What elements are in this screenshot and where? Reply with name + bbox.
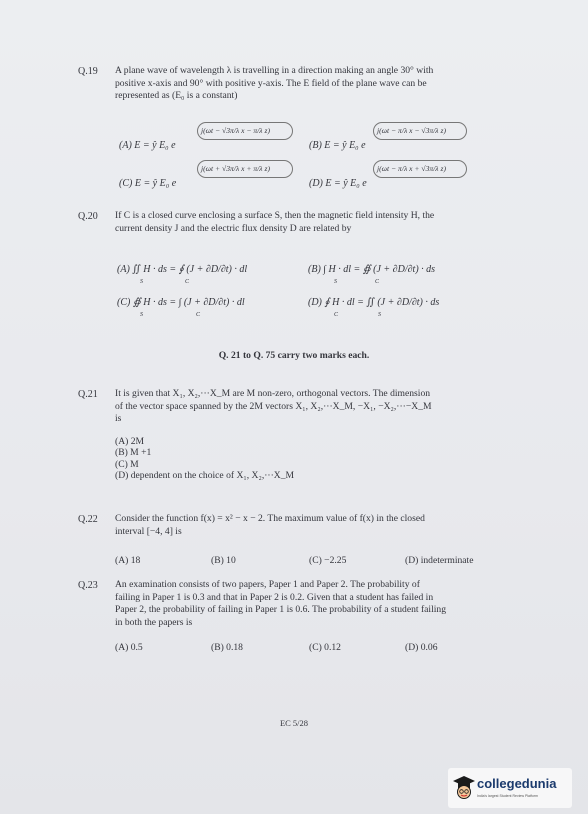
question-text xyxy=(115,210,525,235)
text-line: in both the papers is xyxy=(115,616,193,628)
exponent: j(ωt − √3π/λ x − π/λ z) xyxy=(201,126,270,135)
option-a: (A) ∬ H · ds = ∮ (J + ∂D/∂t) · dl xyxy=(117,264,248,275)
text-line: is xyxy=(115,413,122,425)
option-b: (B) M +1 xyxy=(115,447,152,459)
logo-wordmark: collegedunia xyxy=(477,776,557,791)
integral-subscript: S xyxy=(140,279,143,285)
integral-subscript: S xyxy=(378,312,381,318)
integral-subscript: C xyxy=(185,279,190,285)
option-c: (C) ∯ H · ds = ∫ (J + ∂D/∂t) · dl xyxy=(117,297,245,308)
option-d: (D) E = ŷ E₀ e xyxy=(309,178,367,189)
option-c: (C) E = ŷ E₀ e xyxy=(119,178,177,189)
option-b: (B) ∫ H · dl = ∯ (J + ∂D/∂t) · ds xyxy=(308,264,436,275)
question-text xyxy=(115,513,535,538)
text-line: failing in Paper 1 is 0.3 and that in Paper 2 is 0.2. Given that a student has failed in xyxy=(115,591,434,603)
option-d: (D) 0.06 xyxy=(405,642,438,653)
question-number: Q.19 xyxy=(78,66,98,77)
text-line: If C is a closed curve enclosing a surface S, then the magnetic field intensity H, the xyxy=(115,210,435,221)
option-a: (A) 2M xyxy=(115,436,145,447)
option-b: (B) E = ŷ E₀ e xyxy=(309,140,366,151)
integral-subscript: C xyxy=(334,312,339,318)
exponent: j(ωt − π/λ x − √3π/λ z) xyxy=(377,126,446,135)
integral-subscript: C xyxy=(375,279,380,285)
integral-subscript: S xyxy=(140,312,143,318)
exponent: j(ωt − π/λ x + √3π/λ z) xyxy=(377,164,446,173)
question-number: Q.20 xyxy=(78,211,98,222)
text-line: of the vector space spanned by the 2M vectors X₁, X₂,···X_M, −X₁, −X₂,···−X_M xyxy=(115,400,432,412)
section-heading: Q. 21 to Q. 75 carry two marks each. xyxy=(218,350,370,361)
exponent: j(ωt + √3π/λ x + π/λ z) xyxy=(201,164,270,173)
question-number: Q.22 xyxy=(78,514,98,525)
option-a: (A) 0.5 xyxy=(115,642,143,653)
integral-subscript: S xyxy=(334,279,337,285)
option-a: (A) E = ŷ E₀ e xyxy=(119,140,176,151)
text-line: A plane wave of wavelength λ is travelling in a direction making an angle 30° with xyxy=(115,65,434,76)
page-footer: EC 5/28 xyxy=(279,718,309,728)
option-c: (C) −2.25 xyxy=(309,555,347,566)
text-line: Consider the function f(x) = x² − x − 2. The maximum value of f(x) in the closed xyxy=(115,513,425,524)
text-line: represented as (E₀ is a constant) xyxy=(115,90,238,102)
question-number: Q.23 xyxy=(78,580,98,591)
option-d: (D) ∮ H · dl = ∬ (J + ∂D/∂t) · ds xyxy=(308,297,440,308)
option-b: (B) 10 xyxy=(211,555,236,566)
options-list xyxy=(115,436,294,481)
question-text xyxy=(115,388,535,426)
question-number: Q.21 xyxy=(78,389,98,400)
integral-subscript: C xyxy=(196,312,201,318)
option-b: (B) 0.18 xyxy=(211,642,243,653)
option-c: (C) M xyxy=(115,458,139,470)
question-text xyxy=(115,65,525,103)
text-line: current density J and the electric flux density D are related by xyxy=(115,222,352,234)
option-d: (D) indeterminate xyxy=(405,555,474,566)
text-line: An examination consists of two papers, Paper 1 and Paper 2. The probability of xyxy=(115,579,420,590)
text-line: Paper 2, the probability of failing in Paper 1 is 0.6. The probability of a student failing xyxy=(115,604,447,616)
text-line: It is given that X₁, X₂,···X_M are M non-zero, orthogonal vectors. The dimension xyxy=(115,388,431,399)
logo-tagline: India's largest Student Review Platform xyxy=(477,794,538,798)
collegedunia-logo xyxy=(448,768,572,808)
text-line: interval [−4, 4] is xyxy=(115,525,182,537)
graduate-cap-icon xyxy=(452,774,476,800)
option-a: (A) 18 xyxy=(115,555,141,566)
text-line: positive x-axis and 90° with positive y-axis. The E field of the plane wave can be xyxy=(115,77,427,89)
option-c: (C) 0.12 xyxy=(309,642,341,653)
option-d: (D) dependent on the choice of X₁, X₂,···X_M xyxy=(115,469,295,481)
question-text xyxy=(115,579,535,629)
